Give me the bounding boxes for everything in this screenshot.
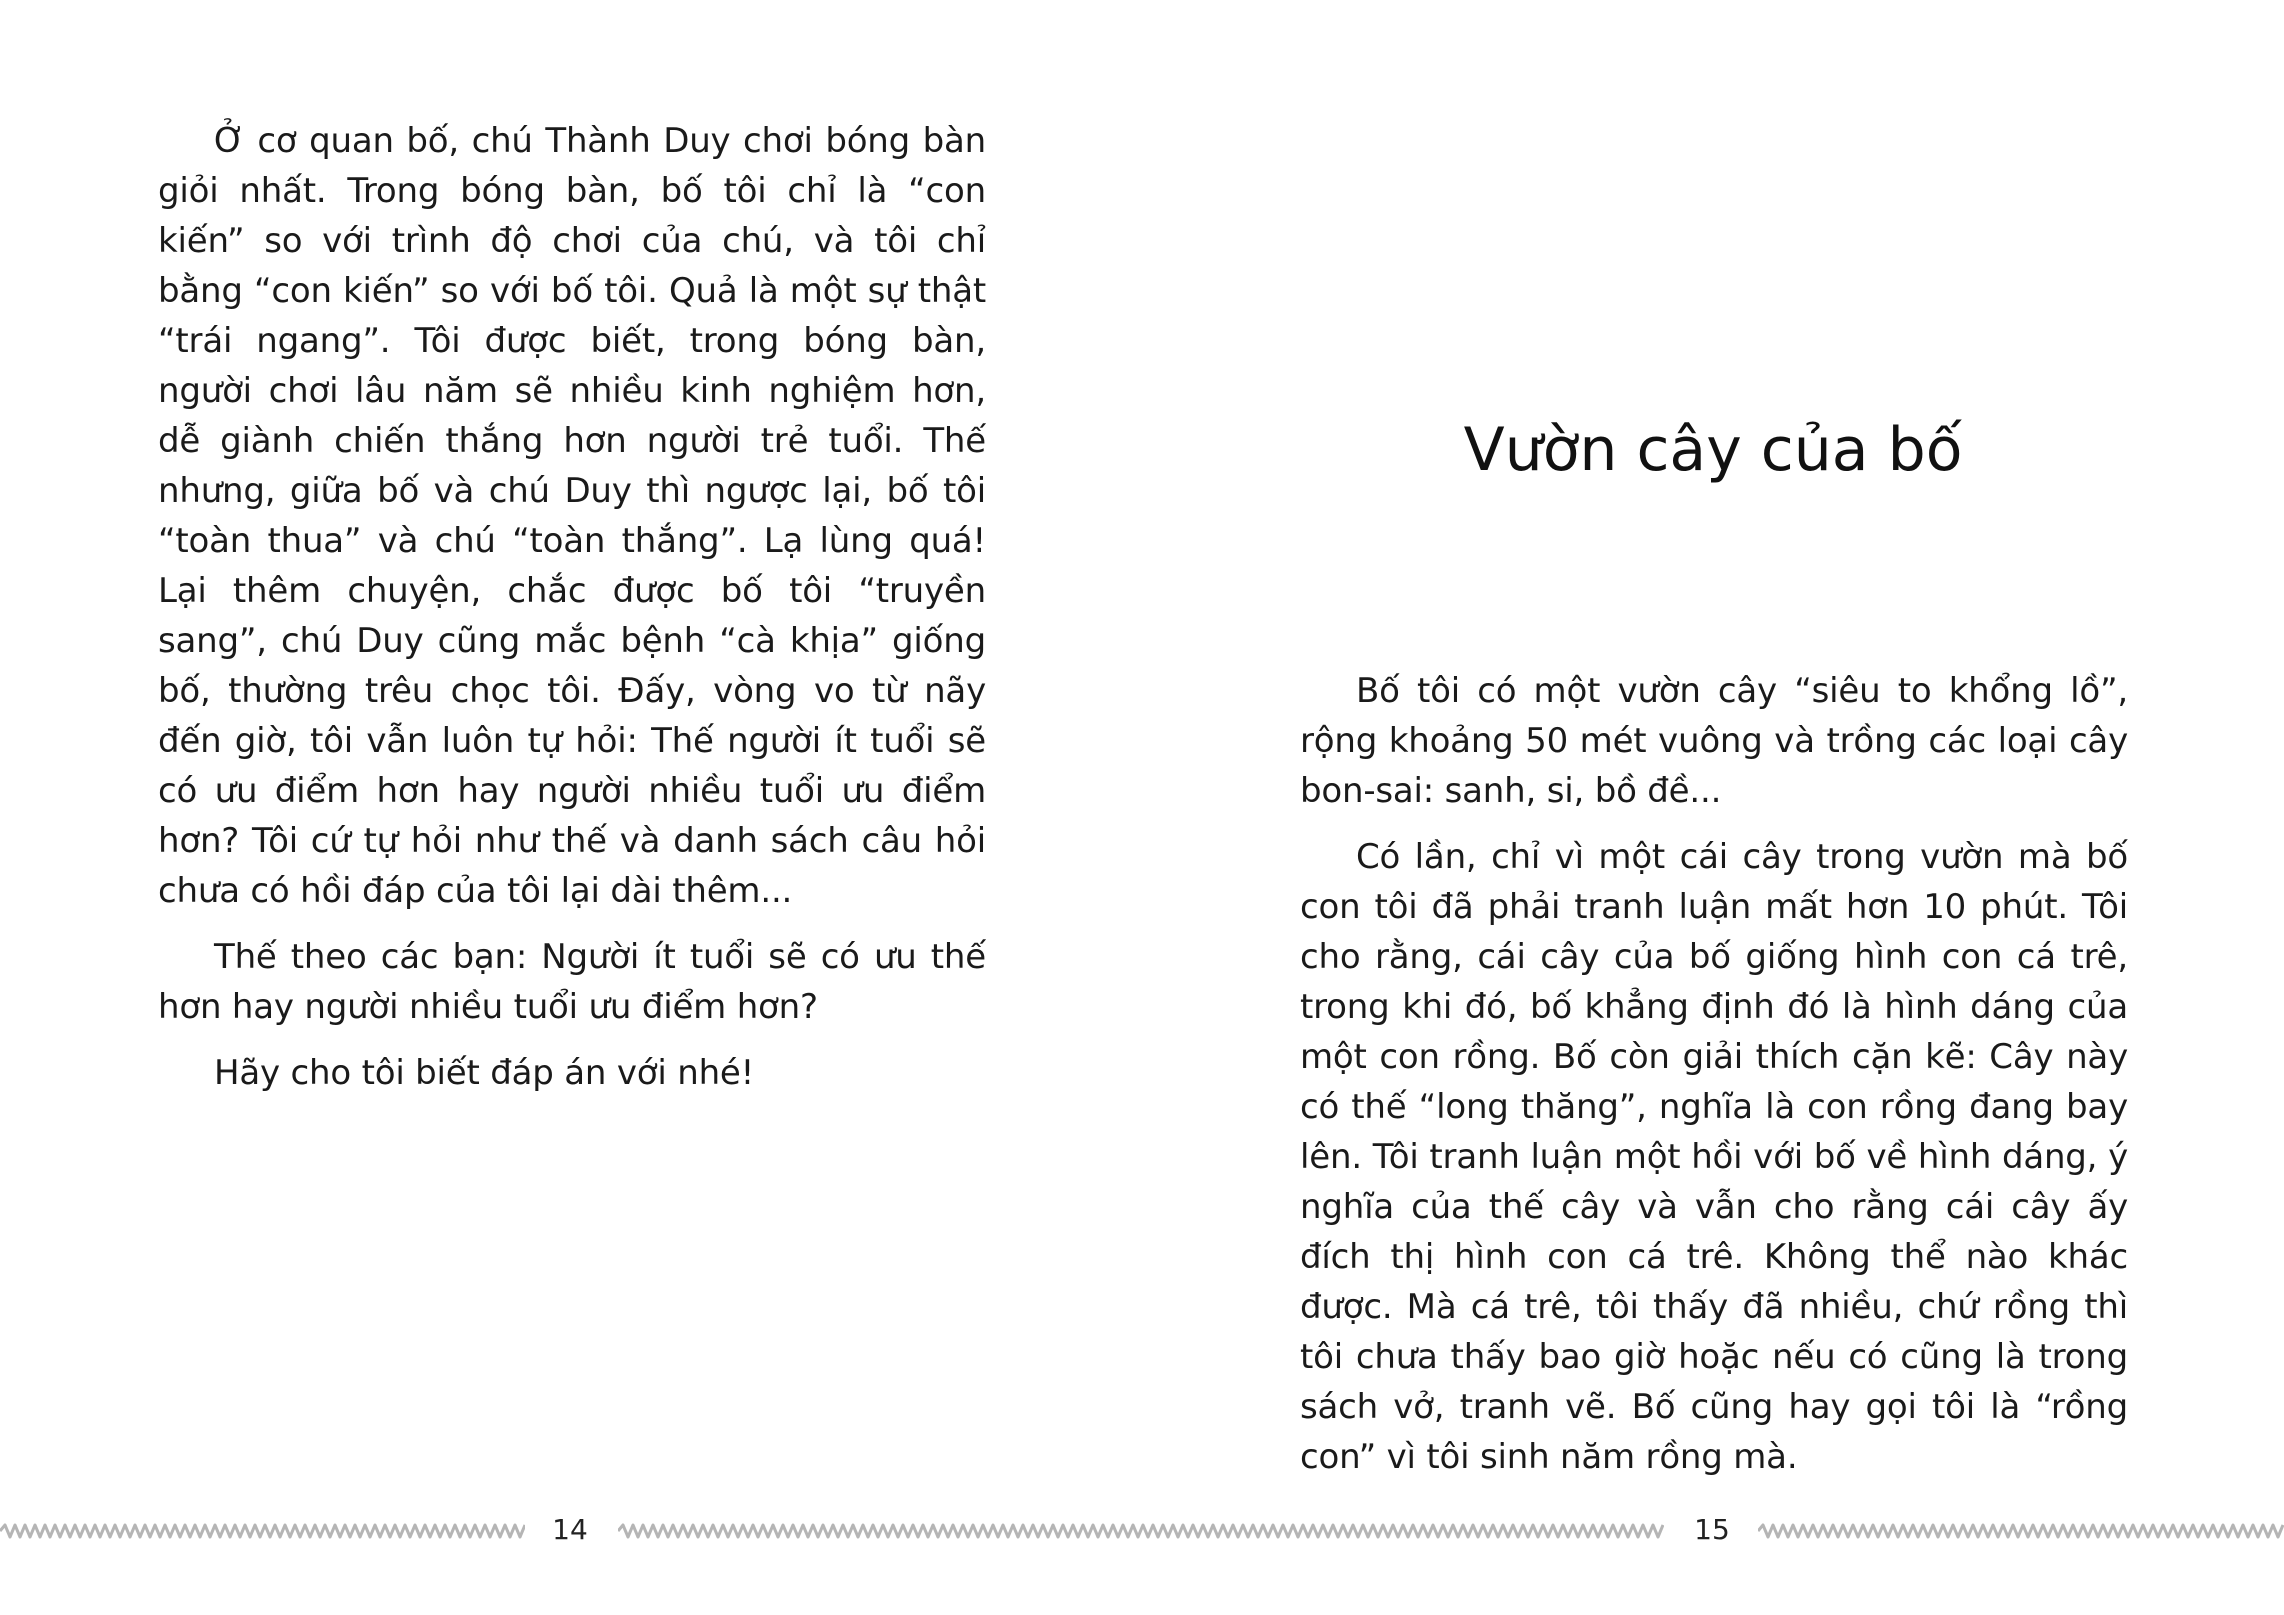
paragraph: Hãy cho tôi biết đáp án với nhé! bbox=[214, 1053, 755, 1093]
paragraph: Thế theo các bạn: Người ít tuổi sẽ có ưu thế hơn hay người nhiều tuổi ưu điểm hơn? bbox=[158, 937, 986, 1027]
zigzag-wave-icon bbox=[0, 1522, 525, 1540]
right-page-text bbox=[1300, 666, 2128, 1498]
paragraph: Bố tôi có một vườn cây “siêu to khổng lồ”, rộng khoảng 50 mét vuông và trồng các loại cây bon-sai: sanh, si, bồ đề... bbox=[1300, 671, 2128, 811]
zigzag-wave-icon bbox=[618, 1522, 1664, 1540]
chapter-title: Vườn cây của bố bbox=[1463, 415, 1963, 485]
page-number-left: 14 bbox=[552, 1513, 588, 1546]
paragraph: Có lần, chỉ vì một cái cây trong vườn mà bố con tôi đã phải tranh luận mất hơn 10 phút. Tôi cho rằng, cái cây của bố giống hình con cá trê, trong khi đó, bố khẳng định đó là hình dáng của một con rồng. Bố còn giải thích cặn kẽ: Cây này có thế “long thăng”, nghĩa là con rồng đang bay lên. Tôi tranh luận một hồi với bố về hình dáng, ý nghĩa của thế cây và vẫn cho rằng cái cây ấy đích thị hình con cá trê. Không thể nào khác được. Mà cá trê, tôi thấy đã nhiều, chứ rồng thì tôi chưa thấy bao giờ hoặc nếu có cũng là trong sách vở, tranh vẽ. Bố cũng hay gọi tôi là “rồng con” vì tôi sinh năm rồng mà. bbox=[1300, 837, 2128, 1477]
right-page bbox=[1142, 0, 2284, 1615]
zigzag-wave-icon bbox=[1758, 1522, 2284, 1540]
page-number-right: 15 bbox=[1694, 1513, 1730, 1546]
left-page-text bbox=[158, 116, 986, 1114]
paragraph: Ở cơ quan bố, chú Thành Duy chơi bóng bàn giỏi nhất. Trong bóng bàn, bố tôi chỉ là “con kiến” so với trình độ chơi của chú, và tôi chỉ bằng “con kiến” so với bố tôi. Quả là một sự thật “trái ngang”. Tôi được biết, trong bóng bàn, người chơi lâu năm sẽ nhiều kinh nghiệm hơn, dễ giành chiến thắng hơn người trẻ tuổi. Thế nhưng, giữa bố và chú Duy thì ngược lại, bố tôi “toàn thua” và chú “toàn thắng”. Lạ lùng quá! Lại thêm chuyện, chắc được bố tôi “truyền sang”, chú Duy cũng mắc bệnh “cà khịa” giống bố, thường trêu chọc tôi. Đấy, vòng vo từ nãy đến giờ, tôi vẫn luôn tự hỏi: Thế người ít tuổi sẽ có ưu điểm hơn hay người nhiều tuổi ưu điểm hơn? Tôi cứ tự hỏi như thế và danh sách câu hỏi chưa có hồi đáp của tôi lại dài thêm... bbox=[158, 121, 986, 911]
page-footer bbox=[0, 1508, 2284, 1552]
